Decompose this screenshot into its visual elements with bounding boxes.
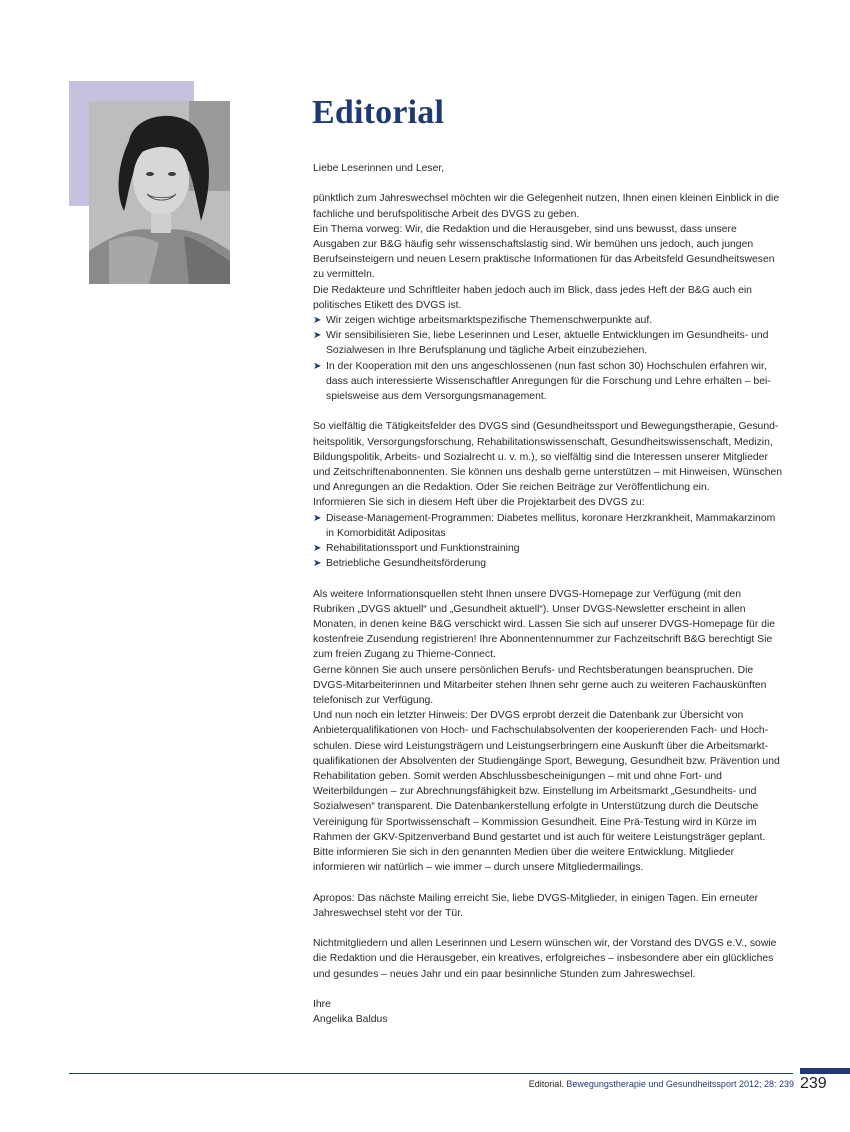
arrow-bullet-icon: ➤ <box>313 512 322 524</box>
list-item: ➤ Betriebliche Gesundheitsförderung <box>313 556 783 571</box>
footer-section: Editorial. <box>528 1079 564 1089</box>
closing: Ihre <box>313 999 331 1011</box>
salutation: Liebe Leserinnen und Leser, <box>313 163 445 174</box>
paragraph: Und nun noch ein letzter Hinweis: Der DVGS erprobt derzeit die Datenbank zur Übersicht von Anbieterqualifikationen von Hoch- und Fachschulabsolventen der kooperierenden Fach- und Hochschulen. Diese wird Leistungsträgern und Leistungserbringern eine Auskunft über die Arbeitsmarktqualifikationen der Absolventen der Studiengänge Sport, Bewegung, Gesundheit bzw. Prävention und Rehabilitation geben. Somit werden Abschlussbescheinigungen – mit und ohne Fort- und Weiterbildungen – zur Abrechnungsfähigkeit bzw. Einstellung im Arbeitsmarkt „Gesundheits- und Sozialwesen“ transparent. Die Datenbankerstellung erfolgte in Unterstützung durch die Deutsche Vereinigung für Sportwissenschaft – Kommission Gesundheit. Eine Prä-Testung wird in Kürze im Rahmen der GKV-Spitzenverband Bund gestartet und ist auch für weitere Leistungsträger geplant. Bitte informieren Sie sich in den genannten Medien über die weitere Entwicklung. Mitglieder informieren wir natürlich – wie immer – durch unsere Mitgliedermailings. <box>313 710 780 874</box>
paragraph: Nichtmitgliedern und allen Leserinnen und Lesern wünschen wir, der Vorstand des DVGS e.V., sowie die Redaktion und die Herausgeber, ein kreatives, erfolgreiches – insbesondere aber ein glückliches und gesundes – neues Jahr und ein paar besinnliche Stunden zum Jahreswechsel. <box>313 938 777 980</box>
paragraph: Ein Thema vorweg: Wir, die Redaktion und die Herausgeber, sind uns bewusst, dass unsere Ausgaben zur B&G häufig sehr wissenschaftslastig sind. Wir bemühen uns jedoch, auch jungen Berufseinsteigern und neuen Lesern praktische Informationen für das Arbeitsfeld Gesundheitswesen zu vermitteln. <box>313 223 775 281</box>
editorial-body <box>313 161 783 1027</box>
arrow-bullet-icon: ➤ <box>313 330 322 342</box>
footer-journal: Bewegungstherapie und Gesundheitssport 2012; 28: 239 <box>566 1079 794 1089</box>
paragraph: Gerne können Sie auch unsere persönlichen Berufs- und Rechtsberatungen beanspruchen. Die DVGS-Mitarbeiterinnen und Mitarbeiter stehen Ihnen sehr gerne auch zu weiteren Fachauskünften telefonisch zur Verfügung. <box>313 664 767 707</box>
list-item: ➤ Wir sensibilisieren Sie, liebe Leserinnen und Leser, aktuelle Entwicklungen im Gesundheits- und Sozialwesen in Ihre Berufsplanung und tägliche Arbeit einzubeziehen. <box>313 330 769 357</box>
paragraph: Informieren Sie sich in diesem Heft über die Projektarbeit des DVGS zu: <box>313 497 645 509</box>
footer-tab <box>800 1068 850 1074</box>
paragraph: pünktlich zum Jahreswechsel möchten wir die Gelegenheit nutzen, Ihnen einen kleinen Einblick in die fachliche und berufspolitische Arbeit des DVGS zu geben. <box>313 193 780 220</box>
arrow-bullet-icon: ➤ <box>313 315 322 327</box>
paragraph: Apropos: Das nächste Mailing erreicht Sie, liebe DVGS-Mitglieder, in einigen Tagen. Ein erneuter Jahreswechsel steht vor der Tür. <box>313 892 759 919</box>
list-item: ➤ Rehabilitationssport und Funktionstraining <box>313 541 783 556</box>
page-number: 239 <box>800 1075 827 1092</box>
paragraph: So vielfältig die Tätigkeitsfelder des DVGS sind (Gesundheitssport und Bewegungstherapie, Gesundheitspolitik, Versorgungsforschung, Rehabilitationswissenschaft, Gesundheitswissenschaft, Medizin, Bildungspolitik, Arbeits- und Sozialrecht u. v. m.), so vielfältig sind die Interessen unserer Mitglieder und Zeitschriftenabonnenten. Sie können uns deshalb gerne unterstützen – mit Hinweisen, Wünschen und Anregungen an die Redaktion. Oder Sie reichen Beiträge zur Veröffentlichung ein. <box>313 421 783 494</box>
list-item: ➤ Wir zeigen wichtige arbeitsmarktspezifische Themenschwerpunkte auf. <box>313 313 783 328</box>
arrow-bullet-icon: ➤ <box>313 360 322 372</box>
list-item: ➤ In der Kooperation mit den uns angeschlossenen (nun fast schon 30) Hochschulen erfahren wir, dass auch interessierte Wissenschaftler Anregungen für die Forschung und Lehre erhalten – beispielsweise aus dem Versorgungsmanagement. <box>313 360 771 403</box>
author-photo <box>89 101 230 284</box>
paragraph: Als weitere Informationsquellen steht Ihnen unsere DVGS-Homepage zur Verfügung (mit den Rubriken „DVGS aktuell“ und „Gesundheit aktuell“). Unser DVGS-Newsletter erscheint in allen Monaten, in denen keine B&G verschickt wird. Lassen Sie sich auf unserer DVGS-Homepage für die kostenfreie Zusendung registrieren! Ihre Abonnentennummer zur Fachzeitschrift B&G berechtigt Sie zum freien Zugang zu Thieme-Connect. <box>313 588 776 661</box>
footer-rule <box>69 1073 793 1074</box>
paragraph: Die Redakteure und Schriftleiter haben jedoch auch im Blick, dass jedes Heft der B&G auch ein politisches Etikett des DVGS ist. <box>313 284 752 311</box>
page-title: Editorial <box>312 94 445 131</box>
footer-citation <box>529 1079 794 1089</box>
author-name: Angelika Baldus <box>313 1014 388 1026</box>
list-item: ➤ Disease-Management-Programmen: Diabetes mellitus, koronare Herzkrankheit, Mammakarzinom in Komorbidität Adipositas <box>313 512 776 539</box>
arrow-bullet-icon: ➤ <box>313 558 322 570</box>
arrow-bullet-icon: ➤ <box>313 543 322 555</box>
